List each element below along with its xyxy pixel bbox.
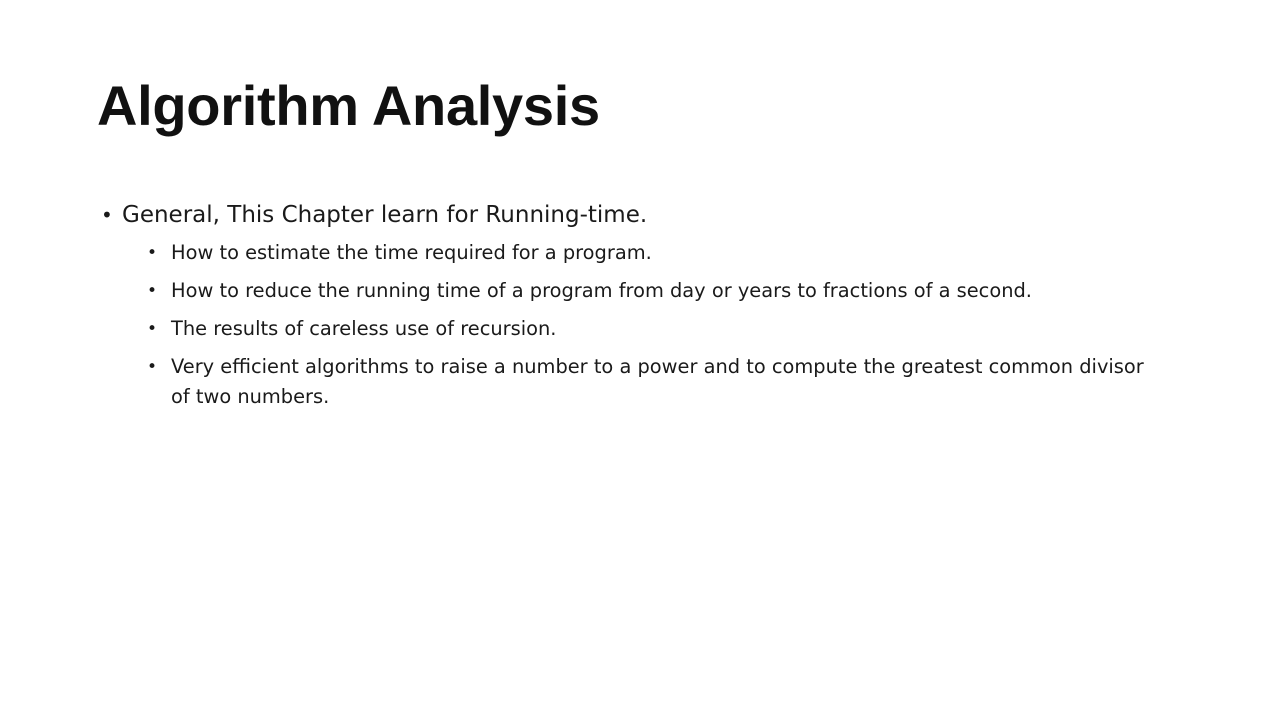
sub-bullet-item xyxy=(147,352,1161,412)
sub-bullet-text: The results of careless use of recursion. xyxy=(171,317,557,340)
sub-bullet-text: Very efficient algorithms to raise a number to a power and to compute the greatest common divisor of two numbers. xyxy=(171,355,1144,408)
sub-bullet-item xyxy=(147,314,1161,344)
sub-bullet-list xyxy=(101,238,1181,412)
slide-title: Algorithm Analysis xyxy=(97,74,600,137)
bullet-icon: • xyxy=(147,357,158,377)
sub-bullet-text: How to estimate the time required for a program. xyxy=(171,241,652,264)
bullet-icon: • xyxy=(147,243,158,263)
sub-bullet-text: How to reduce the running time of a program from day or years to fractions of a second. xyxy=(171,279,1032,302)
bullet-icon: • xyxy=(101,203,113,227)
bullet-icon: • xyxy=(147,319,158,339)
bullet-text: General, This Chapter learn for Running-time. xyxy=(122,202,648,228)
bullet-icon: • xyxy=(147,281,158,301)
sub-bullet-item xyxy=(147,276,1161,306)
sub-bullet-item xyxy=(147,238,1161,268)
slide-body xyxy=(101,196,1181,420)
bullet-item xyxy=(101,196,1181,234)
